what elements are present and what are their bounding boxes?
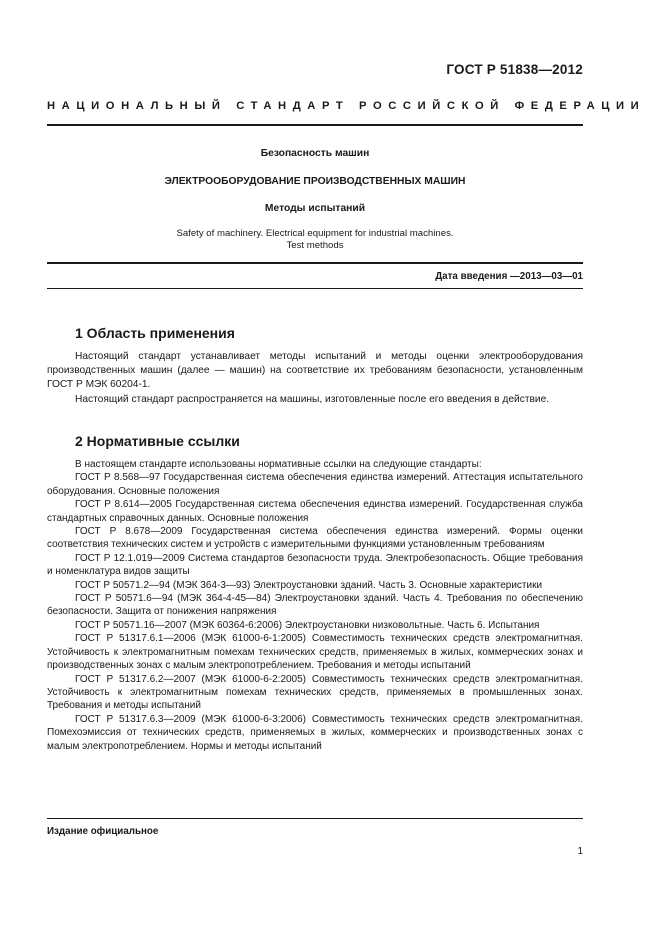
- reference-item: ГОСТ Р 51317.6.1—2006 (МЭК 61000-6-1:2005) Совместимость технических средств электромагнитная. Устойчивость к электромагнитным помехам технических средств, применяемых в жилых, коммерческих зонах и производственных зонах с малым электропотреблением. Требования и методы испытаний: [47, 633, 583, 672]
- reference-item: ГОСТ Р 50571.6—94 (МЭК 364-4-45—84) Электроустановки зданий. Часть 4. Требования по обеспечению безопасности. Защита от понижения напряжения: [47, 593, 583, 618]
- references-intro: В настоящем стандарте использованы нормативные ссылки на следующие стандарты:: [75, 459, 482, 470]
- section-2-heading: 2 Нормативные ссылки: [75, 433, 240, 449]
- title-line-1: Безопасность машин: [260, 148, 370, 159]
- official-edition-label: Издание официальное: [47, 826, 159, 837]
- gost-number: ГОСТ Р 51838—2012: [446, 62, 583, 77]
- national-standard-heading: НАЦИОНАЛЬНЫЙ СТАНДАРТ РОССИЙСКОЙ ФЕДЕРАЦИИ: [47, 100, 646, 112]
- reference-item: ГОСТ Р 51317.6.3—2009 (МЭК 61000-6-3:2006) Совместимость технических средств электромагнитная. Помехоэмиссия от технических средств, применяемых в жилых, коммерческих и производственных зонах с малым электропотреблением. Нормы и методы испытаний: [47, 713, 583, 752]
- reference-item: ГОСТ Р 8.614—2005 Государственная система обеспечения единства измерений. Государственная служба стандартных справочных данных. Основные положения: [47, 499, 583, 524]
- date-divider: [47, 288, 583, 289]
- english-title-line-2: Test methods: [286, 240, 344, 251]
- page-number: 1: [577, 846, 583, 857]
- references-list: [47, 458, 583, 753]
- reference-item: ГОСТ Р 8.568—97 Государственная система обеспечения единства измерений. Аттестация испытательного оборудования. Основные положения: [47, 472, 583, 497]
- reference-item: ГОСТ Р 51317.6.2—2007 (МЭК 61000-6-2:2005) Совместимость технических средств электромагнитная. Устойчивость к электромагнитным помехам технических средств, применяемых в промышленных зонах. Требования и методы испытаний: [47, 673, 583, 712]
- reference-item: ГОСТ Р 8.678—2009 Государственная система обеспечения единства измерений. Формы оценки соответствия технических систем и устройств с измерительными функциями установленным требованиям: [47, 526, 583, 551]
- title-line-2: ЭЛЕКТРООБОРУДОВАНИЕ ПРОИЗВОДСТВЕННЫХ МАШИН: [164, 176, 466, 187]
- header-divider: [47, 124, 583, 126]
- english-title-line-1: Safety of machinery. Electrical equipment for industrial machines.: [176, 228, 454, 239]
- introduction-date: Дата введения —2013—03—01: [435, 271, 583, 282]
- section-1-body: [47, 350, 583, 407]
- section-1-heading: 1 Область применения: [75, 325, 235, 341]
- section-1-paragraph: Настоящий стандарт распространяется на машины, изготовленные после его введения в действие.: [75, 393, 550, 405]
- reference-item: ГОСТ Р 50571.2—94 (МЭК 364-3—93) Электроустановки зданий. Часть 3. Основные характеристики: [75, 579, 543, 591]
- reference-item: ГОСТ Р 12.1.019—2009 Система стандартов безопасности труда. Электробезопасность. Общие требования и номенклатура видов защиты: [47, 552, 583, 578]
- section-1-paragraph: Настоящий стандарт устанавливает методы испытаний и методы оценки электрооборудования производственных машин (далее — машин) на соответствие их требованиям безопасности, установленным ГОСТ Р МЭК 60204-1.: [47, 351, 583, 391]
- title-line-3: Методы испытаний: [264, 203, 366, 214]
- footer-divider: [47, 818, 583, 819]
- title-divider: [47, 262, 583, 264]
- reference-item: ГОСТ Р 50571.16—2007 (МЭК 60364-6:2006) Электроустановки низковольтные. Часть 6. Испытания: [75, 619, 540, 631]
